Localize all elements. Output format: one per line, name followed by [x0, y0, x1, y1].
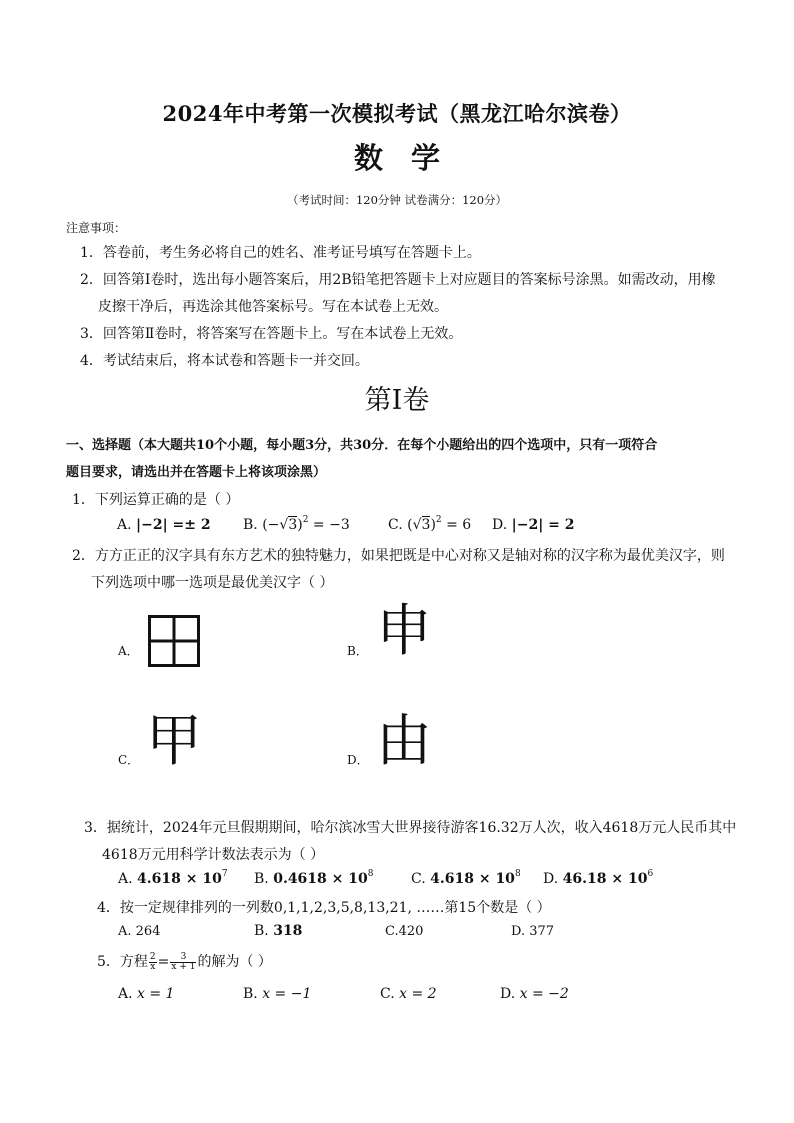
option-label: A.	[118, 871, 133, 887]
q2-option-d-char: 由	[376, 709, 432, 774]
notice-item: 3．回答第Ⅱ卷时，将答案写在答题卡上。写在本试卷上无效。	[80, 326, 463, 342]
option-text: x = −2	[519, 986, 569, 1002]
q5-option-d	[500, 986, 569, 1002]
stem-text: 5．方程	[97, 954, 148, 970]
q4-option-b	[254, 923, 302, 939]
numerator: 3	[170, 953, 196, 963]
math-part: (−	[262, 517, 280, 533]
q2-option-b-label: B．	[347, 644, 368, 658]
radicand: 3	[288, 517, 298, 533]
fraction	[149, 953, 157, 972]
option-label: A.	[118, 986, 133, 1002]
question-2-stem: 2．方方正正的汉字具有东方艺术的独特魅力，如果把既是中心对称又是轴对称的汉字称为最优美汉字，则	[72, 548, 725, 564]
math-part: = 6	[441, 517, 472, 533]
option-label: C.	[411, 871, 426, 887]
option-text: |−2| = 2	[511, 517, 575, 533]
option-label: D.	[500, 986, 516, 1002]
q4-option-c: C.420	[385, 924, 424, 939]
question-3-stem: 3．据统计，2024年元旦假期期间，哈尔滨冰雪大世界接待游客16.32万人次，收入4618万元人民币其中	[84, 820, 737, 836]
option-label: B.	[243, 517, 258, 533]
option-text: x = −1	[262, 986, 312, 1002]
option-label: D.	[543, 871, 559, 887]
section-heading-text: 一、选择题（本大题共10个小题，每小题3分，共30分．在每个小题给出的四个选项中，只有一项符合	[66, 438, 658, 453]
subject-title: 数学	[353, 141, 468, 175]
exponent: 6	[647, 869, 654, 879]
q4-option-d: D. 377	[511, 924, 555, 939]
exponent: 7	[221, 869, 228, 879]
q5-option-c	[380, 986, 437, 1002]
q2-option-a-label: A．	[118, 644, 139, 658]
numerator: 2	[149, 951, 156, 962]
notice-heading: 注意事项：	[66, 221, 127, 235]
q3-option-a	[118, 871, 228, 887]
q1-option-b	[243, 517, 350, 533]
q5-option-b	[243, 986, 311, 1002]
notice-item: 4．考试结束后，将本试卷和答题卡一并交回。	[80, 353, 369, 369]
question-2-stem-cont: 下列选项中哪一选项是最优美汉字（ ）	[91, 575, 334, 591]
exam-title: 2024年中考第一次模拟考试（黑龙江哈尔滨卷）	[162, 101, 632, 126]
section-heading-text: 题目要求，请选出并在答题卡上将该项涂黑）	[66, 465, 327, 480]
q5-option-a	[118, 986, 174, 1002]
q2-option-d-label: D．	[347, 753, 369, 767]
option-text: |−2| =± 2	[136, 517, 211, 533]
q1-option-a	[117, 517, 211, 533]
fraction	[170, 953, 196, 972]
notice-item: 1．答卷前，考生务必将自己的姓名、准考证号填写在答题卡上。	[80, 245, 481, 261]
option-label: B.	[254, 923, 269, 939]
exponent: 2	[435, 515, 442, 525]
q1-option-d	[492, 517, 575, 533]
exam-info: （考试时间：120分钟 试卷满分：120分）	[286, 193, 508, 207]
option-text: x = 1	[137, 986, 175, 1002]
option-label: B.	[243, 986, 258, 1002]
q1-option-c	[388, 517, 471, 533]
q3-option-c	[411, 871, 521, 887]
denominator: x	[150, 961, 156, 972]
q2-option-b-char: 申	[376, 599, 432, 664]
tian-character-icon	[148, 615, 200, 667]
option-label: C.	[380, 986, 395, 1002]
math-part: )	[297, 517, 303, 533]
radicand: 3	[421, 517, 431, 533]
section-heading-cont	[66, 461, 326, 480]
option-label: C.	[388, 517, 403, 533]
tian-character-drawing	[148, 615, 200, 667]
option-text: 318	[273, 923, 303, 939]
math-part: )	[430, 517, 436, 533]
equals-sign: =	[157, 954, 170, 970]
option-label: D.	[492, 517, 508, 533]
exponent: 8	[514, 869, 521, 879]
exponent: 8	[367, 869, 374, 879]
q2-option-c-label: C．	[118, 753, 140, 767]
option-base: 0.4618 × 10	[273, 871, 368, 887]
notice-item: 皮擦干净后，再选涂其他答案标号。写在本试卷上无效。	[98, 299, 448, 315]
sqrt-icon: √	[279, 517, 289, 533]
option-text: x = 2	[399, 986, 437, 1002]
option-base: 4.618 × 10	[430, 871, 515, 887]
option-base: 4.618 × 10	[137, 871, 222, 887]
question-3-stem-cont: 4618万元用科学计数法表示为（ ）	[102, 847, 325, 863]
option-label: A.	[117, 517, 132, 533]
stem-text: 的解为（ ）	[197, 954, 272, 970]
notice-item: 2．回答第Ⅰ卷时，选出每小题答案后，用2B铅笔把答题卡上对应题目的答案标号涂黑。如需改动，用橡	[80, 272, 716, 288]
section-heading	[66, 434, 657, 453]
math-part: (	[407, 517, 413, 533]
exponent: 2	[302, 515, 309, 525]
option-base: 46.18 × 10	[562, 871, 648, 887]
q2-option-c-char: 甲	[146, 709, 202, 774]
option-label: B.	[254, 871, 269, 887]
question-1-stem: 1．下列运算正确的是（ ）	[72, 492, 240, 508]
q3-option-b	[254, 871, 373, 887]
volume-title: 第Ⅰ卷	[364, 385, 430, 416]
question-5-stem	[97, 951, 272, 972]
question-4-stem: 4．按一定规律排列的一列数0,1,1,2,3,5,8,13,21, ……第15个数是（ ）	[97, 900, 551, 916]
q3-option-d	[543, 871, 653, 887]
sqrt-icon: √	[412, 517, 422, 533]
q4-option-a: A. 264	[118, 924, 161, 939]
denominator: x + 1	[171, 961, 196, 972]
math-part: = −3	[308, 517, 350, 533]
